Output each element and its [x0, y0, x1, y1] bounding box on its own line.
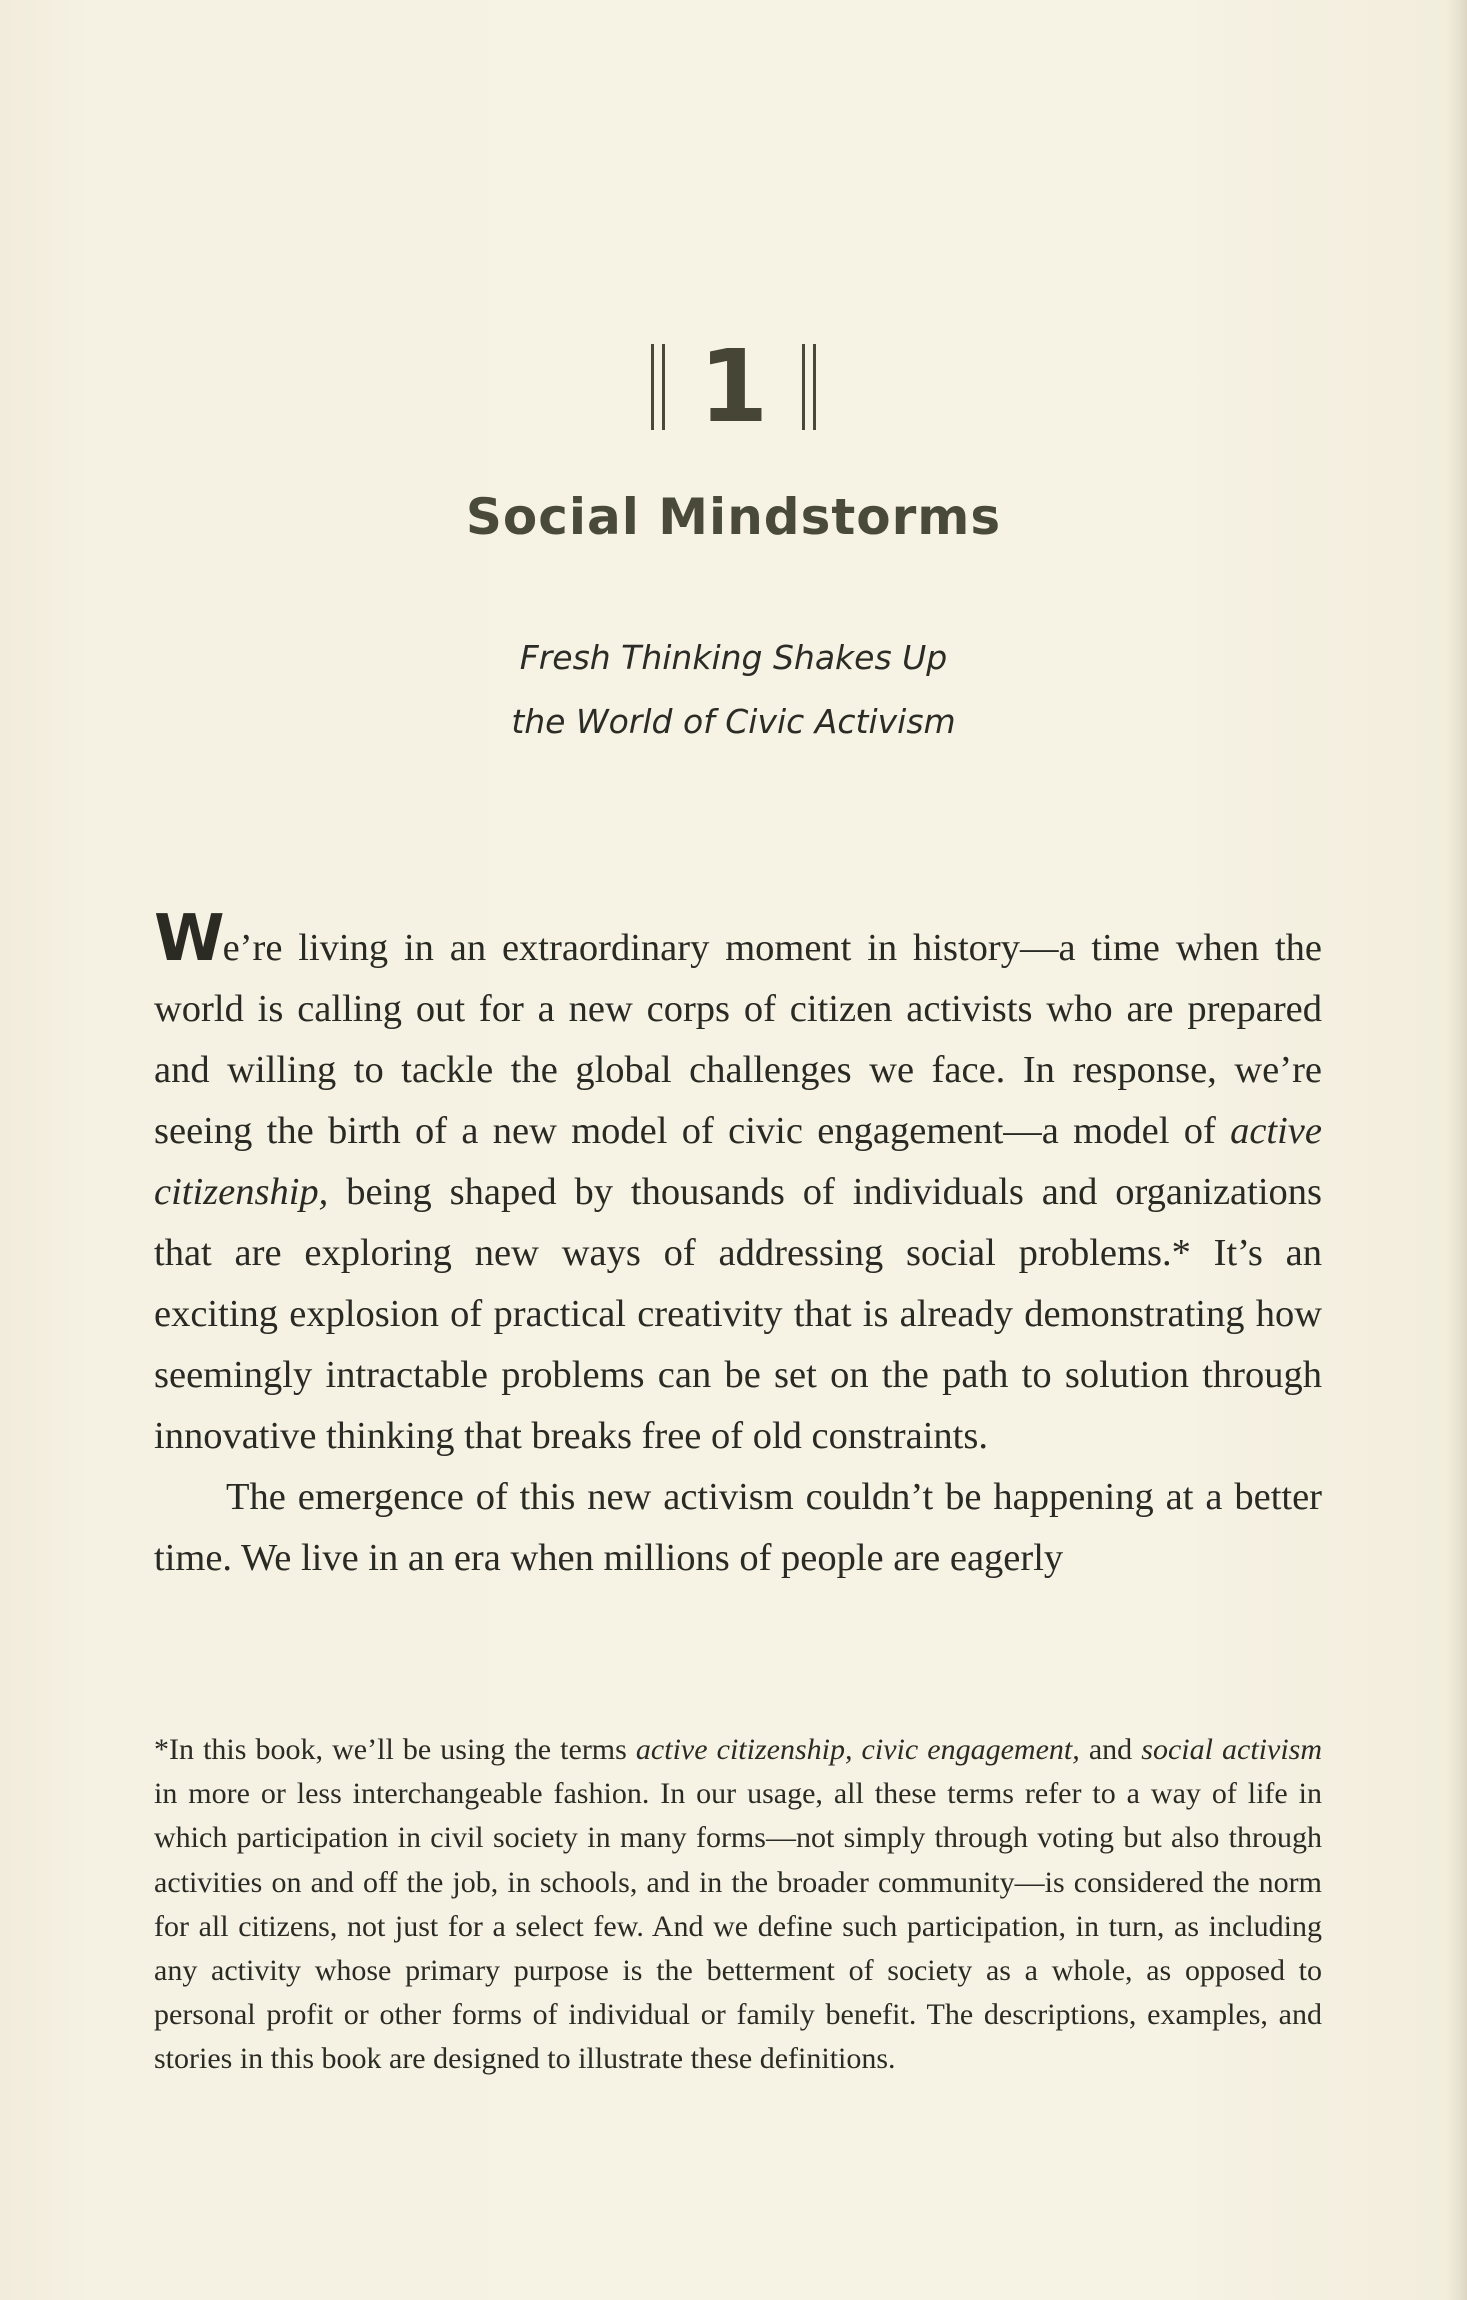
- subtitle-line: the World of Civic Activism: [511, 702, 956, 741]
- body-text: [154, 902, 1322, 1589]
- emphasis-text: active citizenship,: [154, 1110, 1322, 1213]
- footnote-text: and: [1079, 1733, 1142, 1766]
- paragraph-text: e’re living in an extraordinary moment in history—a time when the world is calling out for a new corps of citizen activists who are prepared and willing to tackle the global challenges we face. In response, we’re seeing the birth of a new model of civic engagement—a model of: [154, 927, 1322, 1152]
- subtitle-line: Fresh Thinking Shakes Up: [519, 638, 948, 677]
- chapter-subtitle: [0, 626, 1467, 754]
- left-double-bar: [651, 344, 665, 430]
- bar: [802, 344, 805, 430]
- footnote-emphasis: social activism: [1141, 1733, 1323, 1766]
- paragraph-1: [154, 902, 1322, 1467]
- chapter-title: Social Mindstorms: [465, 488, 1002, 546]
- bar: [813, 344, 816, 430]
- chapter-number: 1: [698, 328, 769, 445]
- right-double-bar: [802, 344, 816, 430]
- footnote-emphasis: active citizenship, civic engagement,: [635, 1733, 1080, 1766]
- footnote-text: in more or less interchangeable fashion. In our usage, all these terms refer to a way of life in which participation in civil society in many forms—not simply through voting but also through activities on and off the job, in schools, and in the broader community—is considered the norm for all citizens, not just for a select few. And we define such participation, in turn, as including any activity whose primary purpose is the betterment of society as a whole, as opposed to personal profit or other forms of individual or family benefit. The descriptions, examples, and stories in this book are designed to illustrate these definitions.: [154, 1777, 1322, 2076]
- paragraph-text: being shaped by thousands of individuals and organizations that are exploring new ways of addressing social problems.* It’s an exciting explosion of practical creativity that is already demonstrating how seemingly intractable problems can be set on the path to solution through innovative thinking that breaks free of old constraints.: [154, 1171, 1322, 1457]
- footnote-text: *In this book, we’ll be using the terms: [154, 1733, 636, 1766]
- bar: [662, 344, 665, 430]
- drop-cap: W: [154, 902, 223, 976]
- paragraph-2: The emergence of this new activism couldn’t be happening at a better time. We live in an era when millions of people are eagerly: [154, 1476, 1322, 1579]
- footnote: [154, 1728, 1322, 2082]
- bar: [651, 344, 654, 430]
- chapter-number-block: [0, 328, 1467, 445]
